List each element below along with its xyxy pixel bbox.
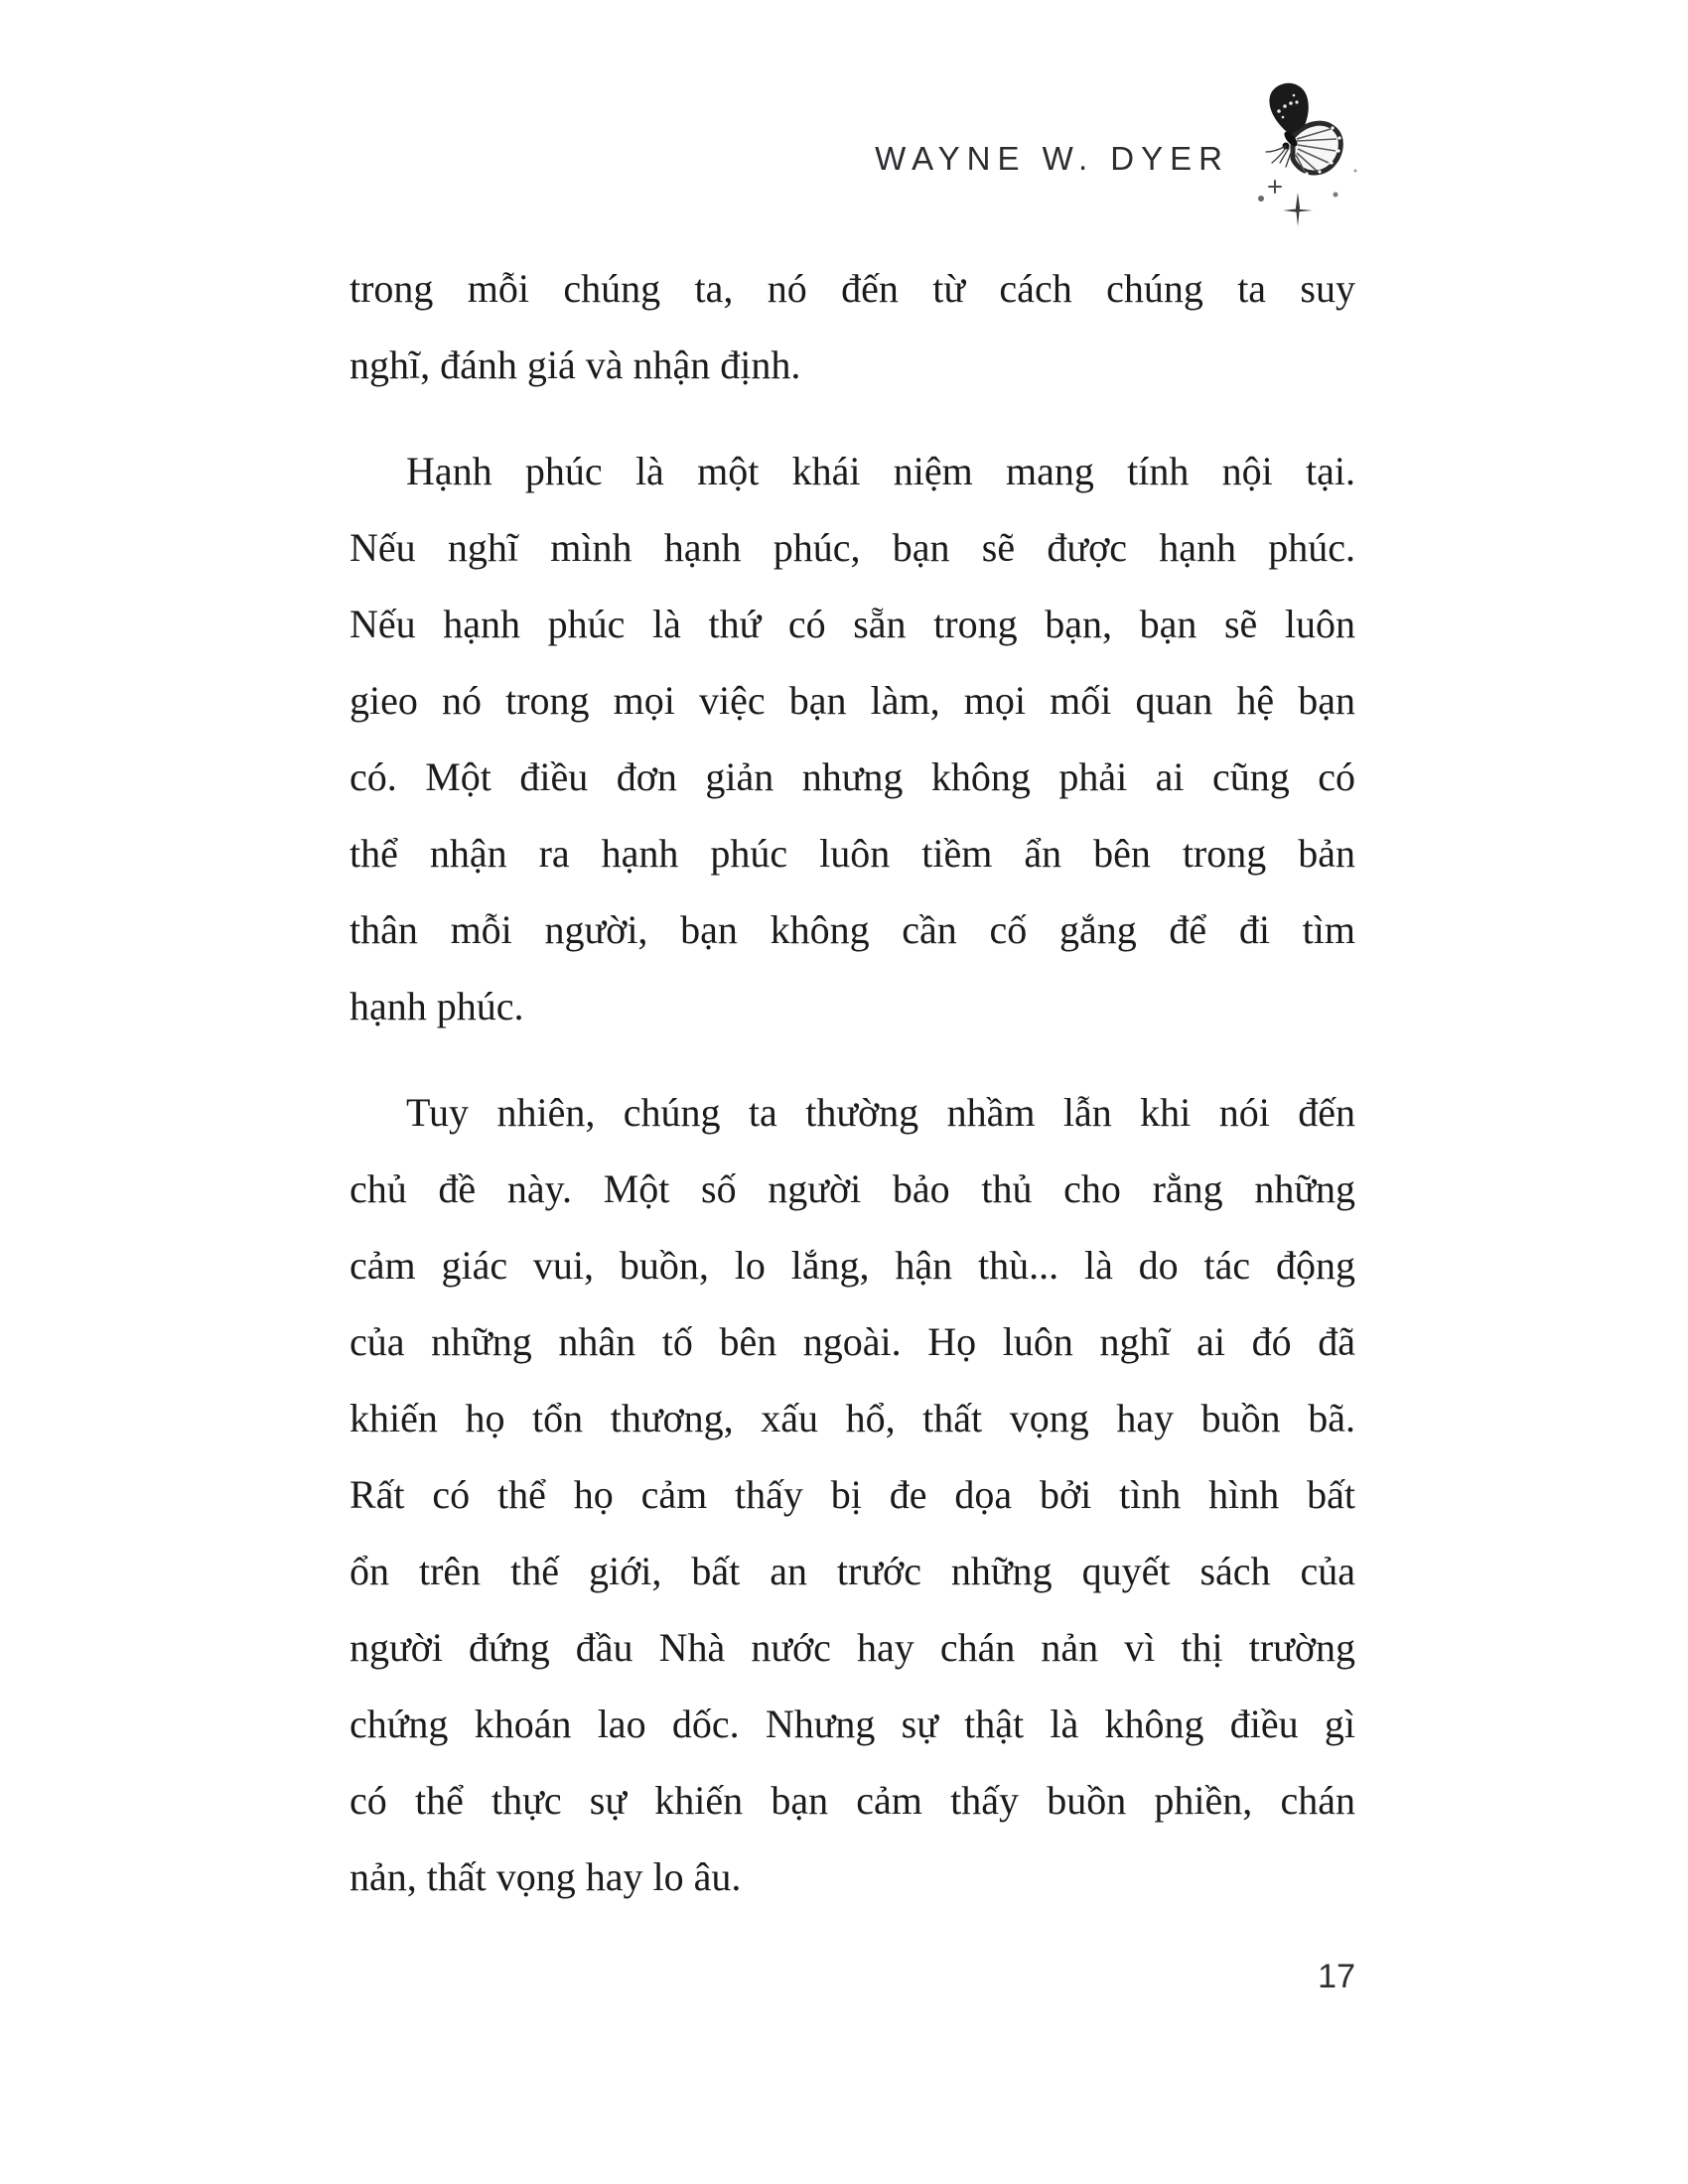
text-line: chủ đề này. Một số người bảo thủ cho rằng những [350, 1166, 1355, 1211]
butterfly-sparkle-ornament [1253, 75, 1382, 244]
body-text [350, 250, 1355, 1915]
text-line: nản, thất vọng hay lo âu. [350, 1854, 742, 1899]
text-line: có. Một điều đơn giản nhưng không phải ai cũng có [350, 754, 1355, 799]
text-line: cảm giác vui, buồn, lo lắng, hận thù... là do tác động [350, 1243, 1355, 1288]
text-line: thân mỗi người, bạn không cần cố gắng để đi tìm [350, 907, 1355, 952]
paragraph [350, 250, 1355, 403]
text-line: Nếu nghĩ mình hạnh phúc, bạn sẽ được hạnh phúc. [350, 525, 1355, 570]
paragraph [350, 433, 1355, 1044]
text-line: Rất có thể họ cảm thấy bị đe dọa bởi tình hình bất [350, 1472, 1355, 1517]
paragraph [350, 1074, 1355, 1915]
text-line: ổn trên thế giới, bất an trước những quyết sách của [350, 1549, 1355, 1593]
text-line: nghĩ, đánh giá và nhận định. [350, 342, 801, 387]
text-line: trong mỗi chúng ta, nó đến từ cách chúng ta suy [350, 266, 1355, 311]
sparkle-icon [1283, 193, 1313, 226]
text-line: Hạnh phúc là một khái niệm mang tính nội tại. [406, 449, 1355, 493]
butterfly-icon [1253, 75, 1382, 244]
text-line: Tuy nhiên, chúng ta thường nhầm lẫn khi nói đến [406, 1090, 1355, 1135]
text-line: người đứng đầu Nhà nước hay chán nản vì thị trường [350, 1625, 1355, 1670]
text-line: khiến họ tổn thương, xấu hổ, thất vọng hay buồn bã. [350, 1396, 1355, 1440]
running-head-author: WAYNE W. DYER [875, 140, 1229, 177]
page-number: 17 [1318, 1958, 1355, 1995]
text-line: của những nhân tố bên ngoài. Họ luôn nghĩ ai đó đã [350, 1319, 1355, 1364]
text-line: Nếu hạnh phúc là thứ có sẵn trong bạn, bạn sẽ luôn [350, 602, 1355, 646]
text-line: hạnh phúc. [350, 984, 524, 1028]
text-line: có thể thực sự khiến bạn cảm thấy buồn phiền, chán [350, 1778, 1355, 1823]
text-line: thể nhận ra hạnh phúc luôn tiềm ẩn bên trong bản [350, 831, 1355, 876]
text-line: chứng khoán lao dốc. Nhưng sự thật là không điều gì [350, 1702, 1355, 1746]
text-line: gieo nó trong mọi việc bạn làm, mọi mối quan hệ bạn [350, 678, 1355, 723]
